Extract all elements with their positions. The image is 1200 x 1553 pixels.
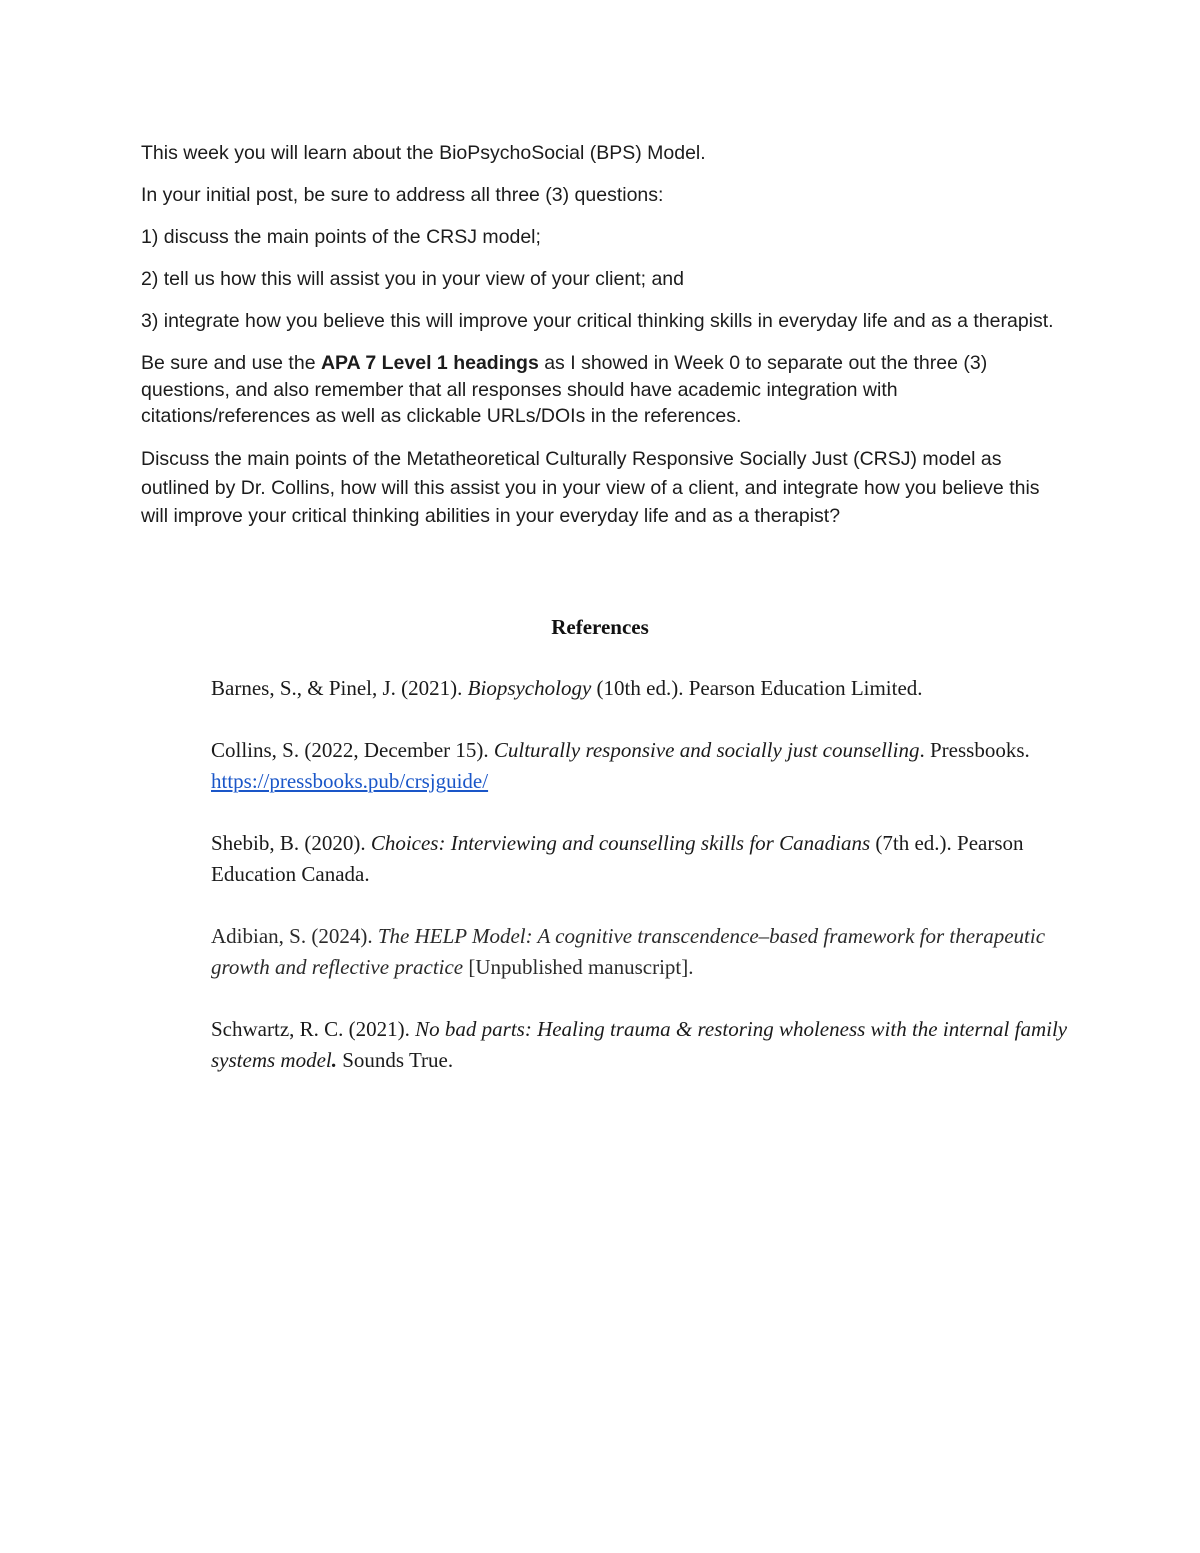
reference-authors: Schwartz, R. C. (2021). (211, 1017, 416, 1041)
apa-instruction-text-start: Be sure and use the (141, 352, 321, 374)
apa-headings-emphasis: APA 7 Level 1 headings (320, 352, 539, 374)
question-2: 2) tell us how this will assist you in your view of your client; and (141, 268, 684, 290)
reference-title: Choices: Interviewing and counselling skills for Canadians (370, 831, 871, 855)
reference-note: [Unpublished manuscript]. (463, 955, 694, 979)
reference-title: Culturally responsive and socially just counselling (493, 738, 920, 762)
discussion-prompt: Discuss the main points of the Metatheoretical Culturally Responsive Socially Just (CRSJ) model as outlined by Dr. Collins, how will this assist you in your view of a client, and integrate how you believe this will improve your critical thinking abilities in your everyday life and as a therapist? (141, 448, 1040, 527)
question-3: 3) integrate how you believe this will improve your critical thinking skills in everyday life and as a therapist. (141, 310, 1054, 332)
reference-publisher: Sounds True. (336, 1048, 454, 1072)
apa-instruction-text-end: as I showed in Week 0 to separate out the three (3) questions, and also remember that all responses should have academic integration with citations/references as well as clickable URLs/DOIs in the references. (141, 352, 988, 427)
reference-url-link[interactable]: https://pressbooks.pub/crsjguide/ (211, 769, 489, 793)
reference-authors: Collins, S. (2022, December 15). (211, 738, 494, 762)
reference-authors: Adibian, S. (2024). (211, 924, 378, 948)
reference-collins (211, 735, 1071, 797)
reference-title: Biopsychology (467, 676, 592, 700)
reference-publisher: . Pressbooks. (919, 738, 1030, 762)
reference-publisher: (7th ed.). Pearson Education Canada. (211, 831, 1024, 886)
reference-title-period: . (331, 1048, 337, 1072)
reference-title: The HELP Model: A cognitive transcendence–based framework for therapeutic growth and reflective practice (211, 924, 1046, 979)
reference-publisher: (10th ed.). Pearson Education Limited. (591, 676, 923, 700)
apa-instruction-paragraph (141, 350, 1066, 430)
reference-authors: Shebib, B. (2020). (211, 831, 371, 855)
reference-title: No bad parts: Healing trauma & restoring wholeness with the internal family systems model (211, 1017, 1068, 1072)
question-1: 1) discuss the main points of the CRSJ model; (141, 226, 541, 248)
reference-shebib (211, 828, 1071, 890)
reference-schwartz (211, 1014, 1071, 1076)
reference-adibian (211, 921, 1071, 983)
instruction-paragraph: In your initial post, be sure to address all three (3) questions: (141, 184, 664, 206)
references-heading: References (551, 615, 649, 639)
reference-authors: Barnes, S., & Pinel, J. (2021). (211, 676, 468, 700)
references-list (211, 673, 1071, 1107)
reference-barnes (211, 673, 1071, 704)
assignment-instructions (141, 140, 1066, 546)
intro-paragraph: This week you will learn about the BioPsychoSocial (BPS) Model. (141, 142, 706, 164)
